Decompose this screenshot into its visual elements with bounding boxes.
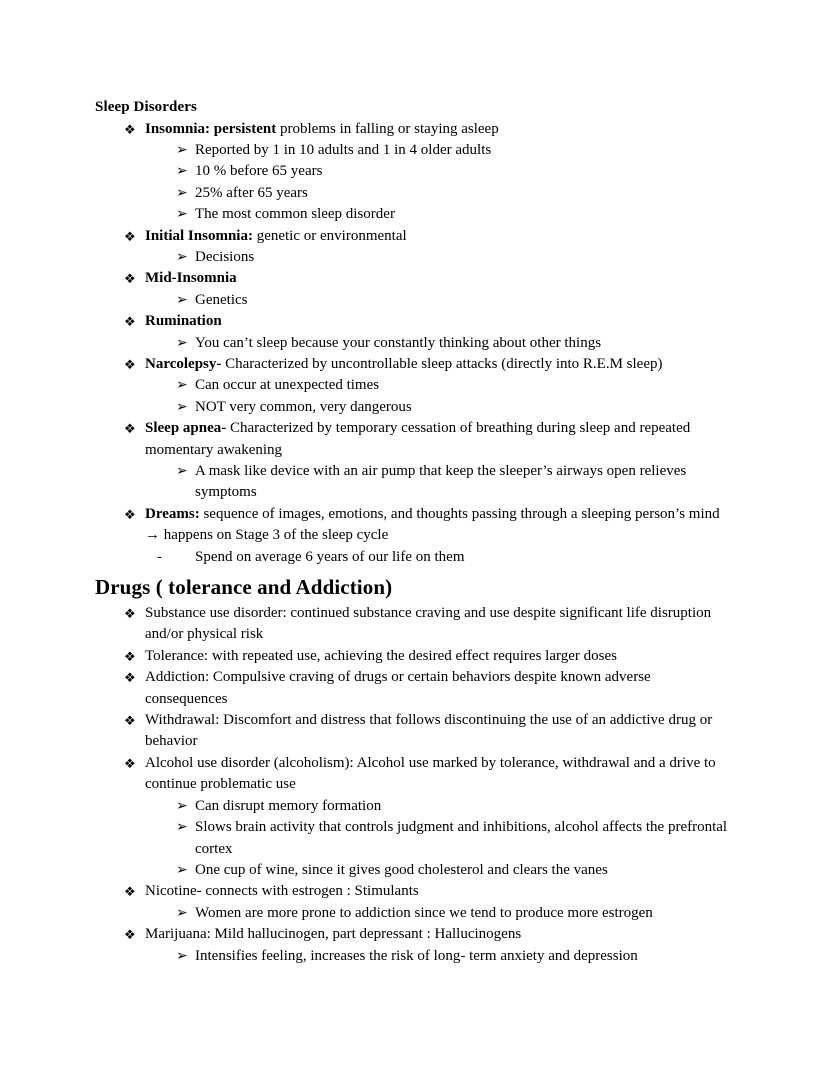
list-item	[95, 140, 735, 161]
list-item	[95, 461, 735, 504]
list-item-text: Women are more prone to addiction since we tend to produce more estrogen	[195, 904, 653, 921]
list-item-text: NOT very common, very dangerous	[195, 398, 412, 415]
list-item-text: Substance use disorder: continued substance craving and use despite significant life disruption and/or physical risk	[145, 605, 712, 643]
diamond-petal-bullet: ❖	[124, 648, 136, 664]
list-item-text: Nicotine- connects with estrogen : Stimulants	[145, 883, 419, 900]
list-item	[95, 646, 735, 667]
list-item	[95, 226, 735, 247]
list-item	[95, 354, 735, 375]
list-item-text: The most common sleep disorder	[195, 206, 395, 223]
list-item	[95, 903, 735, 924]
list-item-text: Intensifies feeling, increases the risk of long- term anxiety and depression	[195, 947, 638, 964]
diamond-petal-bullet: ❖	[124, 421, 136, 437]
diamond-petal-bullet: ❖	[124, 606, 136, 622]
list-item-text: One cup of wine, since it gives good cholesterol and clears the vanes	[195, 861, 608, 878]
list-item-text: Tolerance: with repeated use, achieving the desired effect requires larger doses	[145, 647, 617, 664]
list-item-text: Decisions	[195, 248, 255, 265]
list-item	[95, 183, 735, 204]
diamond-petal-bullet: ❖	[124, 506, 136, 522]
list-item-term: Initial Insomnia:	[145, 227, 253, 244]
list-item-text: Reported by 1 in 10 adults and 1 in 4 older adults	[195, 141, 492, 158]
list-item-text: genetic or environmental	[252, 227, 407, 244]
list-item	[95, 161, 735, 182]
diamond-petal-bullet: ❖	[124, 755, 136, 771]
diamond-petal-bullet: ❖	[124, 228, 136, 244]
dash-bullet: -	[157, 548, 162, 565]
list-item	[95, 547, 735, 568]
list-item-text: problems in falling or staying asleep	[276, 120, 499, 137]
arrowhead-bullet: ➢	[176, 142, 188, 158]
arrowhead-bullet: ➢	[176, 820, 188, 836]
list-item-text: Withdrawal: Discomfort and distress that follows discontinuing the use of an addictive drug or behavior	[145, 712, 713, 750]
diamond-petal-bullet: ❖	[124, 927, 136, 943]
list-item	[95, 333, 735, 354]
arrowhead-bullet: ➢	[176, 185, 188, 201]
list-item-text: Genetics	[195, 291, 248, 308]
diamond-petal-bullet: ❖	[124, 314, 136, 330]
list-item	[95, 710, 735, 753]
arrowhead-bullet: ➢	[176, 798, 188, 814]
list-item	[95, 603, 735, 646]
arrowhead-bullet: ➢	[176, 862, 188, 878]
diamond-petal-bullet: ❖	[124, 121, 136, 137]
list-item-text: Slows brain activity that controls judgment and inhibitions, alcohol affects the prefrontal cortex	[195, 819, 728, 857]
list-item	[95, 268, 735, 289]
arrowhead-bullet: ➢	[176, 292, 188, 308]
list-item-text: Can disrupt memory formation	[195, 797, 382, 814]
diamond-petal-bullet: ❖	[124, 271, 136, 287]
list-item	[95, 247, 735, 268]
list-item-text: 10 % before 65 years	[195, 163, 323, 180]
section-heading: Sleep Disorders	[95, 99, 197, 115]
list-item	[95, 397, 735, 418]
arrowhead-bullet: ➢	[176, 948, 188, 964]
diamond-petal-bullet: ❖	[124, 713, 136, 729]
list-item-text: Characterized by temporary cessation of breathing during sleep and repeated momentary awakening	[145, 420, 691, 458]
diamond-petal-bullet: ❖	[124, 884, 136, 900]
list-item-text: Addiction: Compulsive craving of drugs or certain behaviors despite known adverse consequences	[145, 669, 651, 707]
list-item	[95, 119, 735, 140]
list-item-text: Marijuana: Mild hallucinogen, part depressant : Hallucinogens	[145, 926, 522, 943]
arrowhead-bullet: ➢	[176, 164, 188, 180]
list-item-text: Alcohol use disorder (alcoholism): Alcohol use marked by tolerance, withdrawal and a drive to continue problematic use	[145, 754, 716, 793]
list-item	[95, 860, 735, 881]
list-item-text: Spend on average 6 years of our life on them	[195, 548, 465, 565]
arrowhead-bullet: ➢	[176, 464, 188, 479]
arrowhead-bullet: ➢	[176, 399, 188, 415]
list-item-term: Dreams:	[145, 505, 200, 522]
list-item	[95, 290, 735, 311]
list-item-term: Rumination	[145, 313, 222, 330]
list-item	[95, 924, 735, 945]
list-item	[95, 667, 735, 710]
arrowhead-bullet: ➢	[176, 249, 188, 265]
major-heading: Drugs ( tolerance and Addiction)	[95, 575, 393, 600]
list-item	[95, 375, 735, 396]
arrowhead-bullet: ➢	[176, 905, 188, 921]
arrowhead-bullet: ➢	[176, 378, 188, 394]
list-item	[95, 204, 735, 225]
list-item	[95, 881, 735, 902]
list-item	[95, 504, 735, 547]
document-body	[95, 97, 735, 967]
list-item-term: Mid-Insomnia	[145, 270, 237, 287]
list-item-text: You can’t sleep because your constantly thinking about other things	[195, 334, 602, 351]
list-item	[95, 311, 735, 332]
diamond-petal-bullet: ❖	[124, 670, 136, 686]
list-item	[95, 946, 735, 967]
list-item-text: sequence of images, emotions, and thoughts passing through a sleeping person’s mind → happens on Stage 3 of the sleep cycle	[145, 505, 720, 544]
list-item	[95, 753, 735, 796]
list-item-text: Can occur at unexpected times	[195, 377, 380, 394]
list-item-term: Sleep apnea-	[145, 420, 227, 437]
list-item	[95, 817, 735, 860]
list-item	[95, 418, 735, 461]
list-item	[95, 796, 735, 817]
arrowhead-bullet: ➢	[176, 207, 188, 223]
list-item-text: 25% after 65 years	[195, 184, 308, 201]
list-item-term: Narcolepsy-	[145, 355, 222, 372]
list-item-text: A mask like device with an air pump that keep the sleeper’s airways open relieves symptoms	[195, 463, 687, 501]
list-item-text: Characterized by uncontrollable sleep attacks (directly into R.E.M sleep)	[221, 355, 663, 372]
list-item-term: Insomnia: persistent	[145, 120, 277, 137]
diamond-petal-bullet: ❖	[124, 356, 136, 372]
arrowhead-bullet: ➢	[176, 335, 188, 351]
